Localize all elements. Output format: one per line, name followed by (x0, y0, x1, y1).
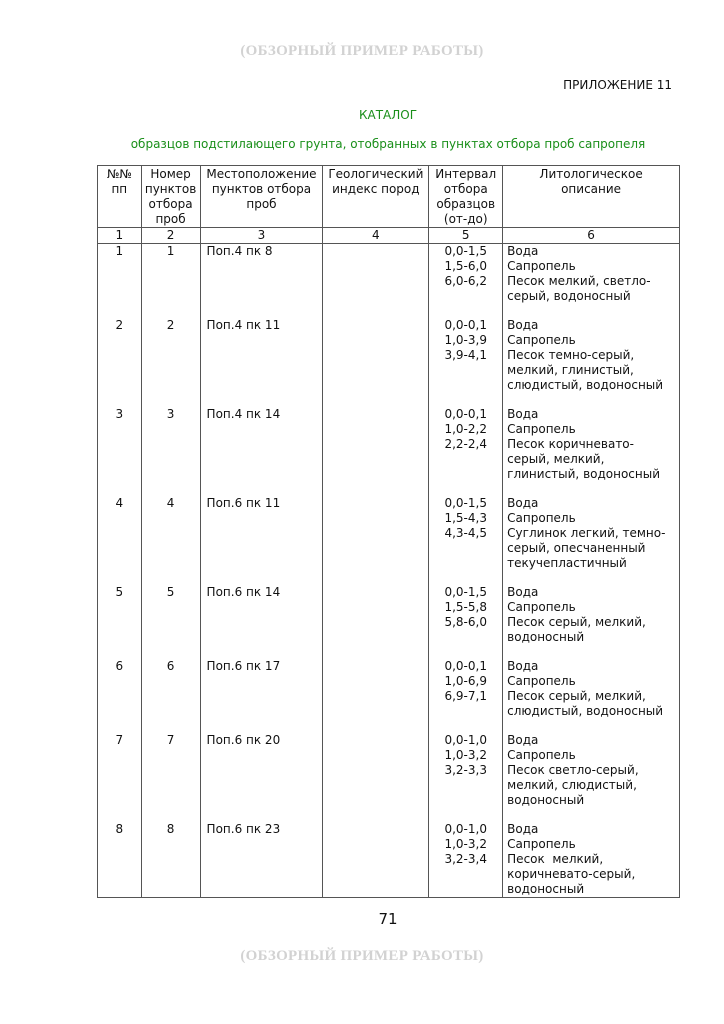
interval-value: 5,8-6,0 (444, 614, 487, 629)
row-number: 2 (98, 318, 142, 407)
description-line: Сапропель (507, 673, 576, 688)
description-line: Вода (507, 732, 539, 747)
lithology-description (503, 496, 680, 585)
sampling-location: Поп.4 пк 8 (200, 244, 323, 318)
column-number: 4 (323, 228, 429, 244)
lithology-description (503, 585, 680, 659)
sampling-point-number: 8 (141, 822, 200, 898)
description-line: водоносный (507, 792, 585, 807)
watermark-top: (ОБЗОРНЫЙ ПРИМЕР РАБОТЫ) (240, 43, 484, 59)
description-line: Вода (507, 495, 539, 510)
geological-index (323, 822, 429, 898)
interval-value: 0,0-0,1 (444, 658, 487, 673)
sampling-point-number: 6 (141, 659, 200, 733)
table-row (98, 407, 680, 496)
description-line: Вода (507, 317, 539, 332)
sampling-location: Поп.6 пк 14 (200, 585, 323, 659)
interval-value: 0,0-1,5 (444, 244, 487, 258)
header-col-5: Интервал отбора образцов (от-до) (429, 166, 503, 228)
lithology-description (503, 318, 680, 407)
geological-index (323, 244, 429, 318)
description-line: Песок серый, мелкий, (507, 688, 646, 703)
sampling-point-number: 5 (141, 585, 200, 659)
description-line: Песок мелкий, (507, 851, 604, 866)
interval-value: 0,0-1,0 (444, 821, 487, 836)
sample-intervals (429, 244, 503, 318)
column-number: 5 (429, 228, 503, 244)
sample-intervals (429, 822, 503, 898)
geological-index (323, 585, 429, 659)
geological-index (323, 733, 429, 822)
sampling-point-number: 1 (141, 244, 200, 318)
description-line: Песок коричневато- (507, 436, 634, 451)
interval-value: 1,0-3,2 (444, 747, 487, 762)
sampling-location: Поп.4 пк 11 (200, 318, 323, 407)
column-number: 1 (98, 228, 142, 244)
header-col-2: Номер пунктов отбора проб (141, 166, 200, 228)
description-line: Сапропель (507, 510, 576, 525)
lithology-description (503, 244, 680, 318)
description-line: Вода (507, 658, 539, 673)
page-number: 71 (378, 910, 398, 928)
description-line: водоносный (507, 629, 585, 644)
interval-value: 1,0-2,2 (444, 421, 487, 436)
header-col-1: №№ пп (98, 166, 142, 228)
catalog-title: КАТАЛОГ (358, 108, 418, 122)
watermark-bottom: (ОБЗОРНЫЙ ПРИМЕР РАБОТЫ) (240, 948, 484, 964)
sampling-point-number: 7 (141, 733, 200, 822)
description-line: Песок серый, мелкий, (507, 614, 646, 629)
header-col-3: Местоположение пунктов отбора проб (200, 166, 323, 228)
description-line: Песок темно-серый, (507, 347, 635, 362)
description-line: Сапропель (507, 747, 576, 762)
table-row (98, 318, 680, 407)
description-line: водоносный (507, 881, 585, 896)
sample-intervals (429, 318, 503, 407)
sampling-point-number: 3 (141, 407, 200, 496)
row-number: 7 (98, 733, 142, 822)
column-number-row (98, 228, 680, 244)
sample-intervals (429, 733, 503, 822)
sampling-point-number: 4 (141, 496, 200, 585)
interval-value: 3,2-3,4 (444, 851, 487, 866)
row-number: 1 (98, 244, 142, 318)
sample-intervals (429, 585, 503, 659)
column-number: 3 (200, 228, 323, 244)
table-body (98, 244, 680, 898)
sampling-point-number: 2 (141, 318, 200, 407)
lithology-description (503, 407, 680, 496)
interval-value: 2,2-2,4 (444, 436, 487, 451)
interval-value: 1,5-4,3 (444, 510, 487, 525)
table-row (98, 659, 680, 733)
sampling-location: Поп.6 пк 23 (200, 822, 323, 898)
sample-intervals (429, 496, 503, 585)
interval-value: 4,3-4,5 (444, 525, 487, 540)
header-col-4: Геологический индекс пород (323, 166, 429, 228)
interval-value: 0,0-1,5 (444, 584, 487, 599)
description-line: Вода (507, 406, 539, 421)
table-row (98, 733, 680, 822)
header-col-6: Литологическое описание (503, 166, 680, 228)
interval-value: 0,0-0,1 (444, 406, 487, 421)
lithology-description (503, 822, 680, 898)
description-line: Вода (507, 584, 539, 599)
description-line: Сапропель (507, 836, 576, 851)
row-number: 4 (98, 496, 142, 585)
interval-value: 1,0-3,2 (444, 836, 487, 851)
row-number: 6 (98, 659, 142, 733)
interval-value: 1,5-5,8 (444, 599, 487, 614)
catalog-table (97, 165, 680, 898)
geological-index (323, 659, 429, 733)
description-line: Суглинок легкий, темно- (507, 525, 666, 540)
description-line: глинистый, водоносный (507, 466, 661, 481)
column-number: 6 (503, 228, 680, 244)
description-line: Сапропель (507, 332, 576, 347)
description-line: слюдистый, водоносный (507, 703, 664, 718)
description-line: мелкий, глинистый, (507, 362, 634, 377)
lithology-description (503, 659, 680, 733)
catalog-subtitle: образцов подстилающего грунта, отобранных в пунктах отбора проб сапропеля (130, 137, 646, 151)
interval-value: 0,0-0,1 (444, 317, 487, 332)
description-line: серый, мелкий, (507, 451, 605, 466)
row-number: 3 (98, 407, 142, 496)
description-line: Вода (507, 821, 539, 836)
table-row (98, 496, 680, 585)
lithology-description (503, 733, 680, 822)
geological-index (323, 318, 429, 407)
interval-value: 6,0-6,2 (444, 274, 487, 288)
sampling-location: Поп.4 пк 14 (200, 407, 323, 496)
sampling-location: Поп.6 пк 11 (200, 496, 323, 585)
interval-value: 1,0-3,9 (444, 332, 487, 347)
interval-value: 1,0-6,9 (444, 673, 487, 688)
table-row (98, 585, 680, 659)
geological-index (323, 496, 429, 585)
interval-value: 1,5-6,0 (444, 259, 487, 273)
column-number: 2 (141, 228, 200, 244)
table-row (98, 244, 680, 318)
description-line: слюдистый, водоносный (507, 377, 664, 392)
description-line: Сапропель (507, 599, 576, 614)
interval-value: 0,0-1,0 (444, 732, 487, 747)
interval-value: 6,9-7,1 (444, 688, 487, 703)
sample-intervals (429, 407, 503, 496)
interval-value: 3,2-3,3 (444, 762, 487, 777)
sampling-location: Поп.6 пк 17 (200, 659, 323, 733)
table-row (98, 822, 680, 898)
table-header-row (98, 166, 680, 228)
description-line: серый, водоносный (507, 289, 631, 303)
sampling-location: Поп.6 пк 20 (200, 733, 323, 822)
description-line: коричневато-серый, (507, 866, 636, 881)
row-number: 8 (98, 822, 142, 898)
interval-value: 0,0-1,5 (444, 495, 487, 510)
sample-intervals (429, 659, 503, 733)
description-line: мелкий, слюдистый, (507, 777, 637, 792)
appendix-label: ПРИЛОЖЕНИЕ 11 (563, 78, 672, 92)
description-line: текучепластичный (507, 555, 627, 570)
description-line: Вода (507, 244, 539, 258)
description-line: Песок светло-серый, (507, 762, 639, 777)
interval-value: 3,9-4,1 (444, 347, 487, 362)
geological-index (323, 407, 429, 496)
description-line: серый, опесчаненный (507, 540, 646, 555)
description-line: Песок мелкий, светло- (507, 274, 651, 288)
description-line: Сапропель (507, 259, 576, 273)
row-number: 5 (98, 585, 142, 659)
description-line: Сапропель (507, 421, 576, 436)
